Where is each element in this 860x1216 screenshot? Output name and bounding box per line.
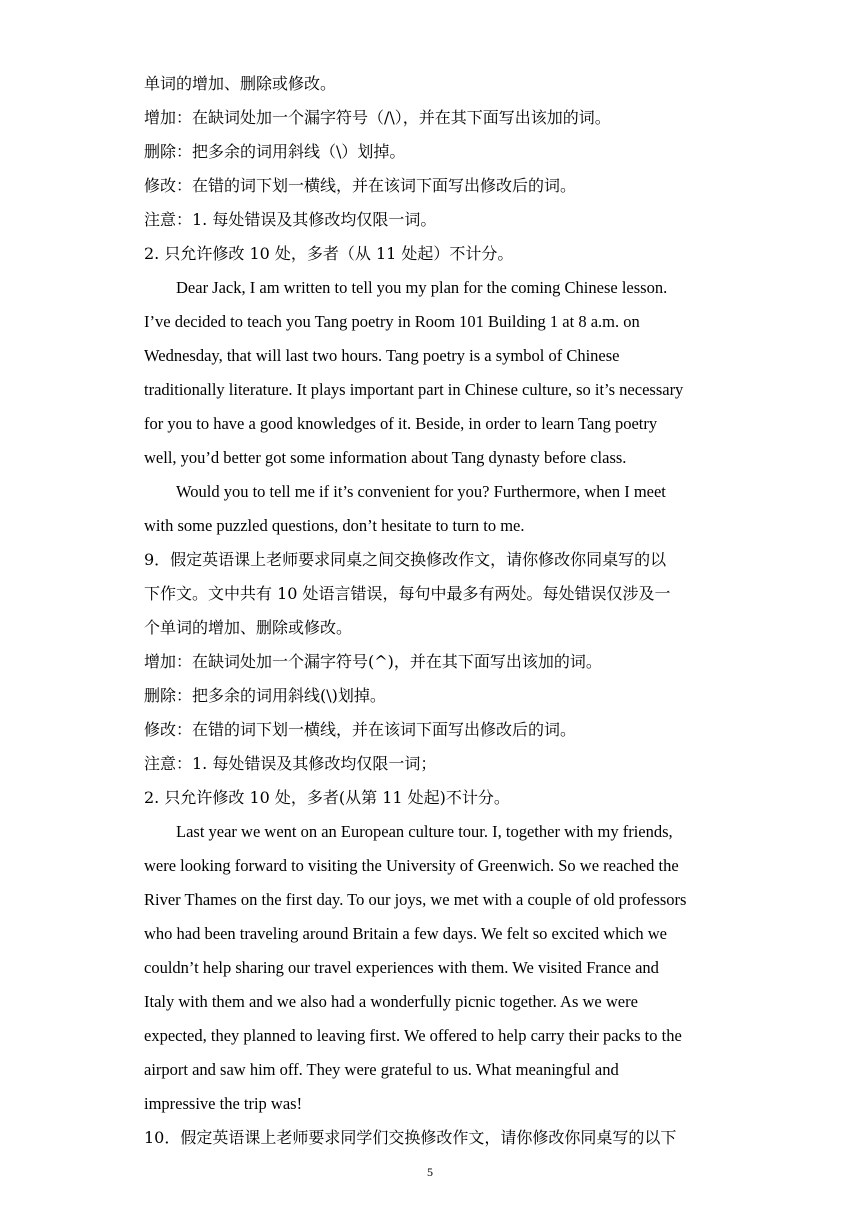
text-line: couldn’t help sharing our travel experiences with them. We visited France and: [144, 958, 659, 977]
text-line: who had been traveling around Britain a few days. We felt so excited which we: [144, 924, 667, 943]
text-line: 增加：在缺词处加一个漏字符号（/\），并在其下面写出该加的词。: [144, 108, 611, 127]
text-line: 注意：1. 每处错误及其修改均仅限一词；: [144, 754, 437, 773]
text-line: Wednesday, that will last two hours. Tang poetry is a symbol of Chinese: [144, 346, 620, 365]
text-line: 个单词的增加、删除或修改。: [144, 618, 353, 637]
text-line: 修改：在错的词下划一横线，并在该词下面写出修改后的词。: [144, 720, 577, 739]
text-line: for you to have a good knowledges of it. Beside, in order to learn Tang poetry: [144, 414, 658, 433]
text-line: traditionally literature. It plays important part in Chinese culture, so it’s necessary: [144, 380, 684, 399]
text-line: River Thames on the first day. To our joys, we met with a couple of old professors: [144, 890, 687, 909]
text-line: 2. 只允许修改 10 处，多者（从 11 处起）不计分。: [144, 244, 514, 263]
text-line: Dear Jack, I am written to tell you my plan for the coming Chinese lesson.: [176, 278, 668, 297]
text-line: airport and saw him off. They were grateful to us. What meaningful and: [144, 1060, 619, 1079]
text-line: expected, they planned to leaving first. We offered to help carry their packs to the: [144, 1026, 682, 1045]
text-line: 10．假定英语课上老师要求同学们交换修改作文，请你修改你同桌写的以下: [144, 1128, 677, 1147]
text-line: well, you’d better got some information about Tang dynasty before class.: [144, 448, 627, 467]
text-line: I’ve decided to teach you Tang poetry in Room 101 Building 1 at 8 a.m. on: [144, 312, 640, 331]
text-line: impressive the trip was!: [144, 1094, 303, 1113]
page-number: 5: [427, 1165, 433, 1179]
text-line: 2. 只允许修改 10 处，多者(从第 11 处起)不计分。: [144, 788, 510, 807]
text-line: 注意：1. 每处错误及其修改均仅限一词。: [144, 210, 437, 229]
text-line: 删除：把多余的词用斜线(\)划掉。: [144, 686, 386, 705]
text-line: Last year we went on an European culture tour. I, together with my friends,: [176, 822, 673, 841]
text-line: 修改：在错的词下划一横线，并在该词下面写出修改后的词。: [144, 176, 577, 195]
text-line: Italy with them and we also had a wonderfully picnic together. As we were: [144, 992, 638, 1011]
text-line: 9．假定英语课上老师要求同桌之间交换修改作文，请你修改你同桌写的以: [144, 550, 667, 569]
text-line: 删除：把多余的词用斜线（\）划掉。: [144, 142, 406, 161]
text-line: 单词的增加、删除或修改。: [144, 74, 337, 93]
text-line: 下作文。文中共有 10 处语言错误，每句中最多有两处。每处错误仅涉及一: [144, 584, 671, 603]
text-line: were looking forward to visiting the University of Greenwich. So we reached the: [144, 856, 679, 875]
text-line: Would you to tell me if it’s convenient for you? Furthermore, when I meet: [176, 482, 666, 501]
text-line: 增加：在缺词处加一个漏字符号(^)，并在其下面写出该加的词。: [144, 652, 602, 671]
text-line: with some puzzled questions, don’t hesitate to turn to me.: [144, 516, 525, 535]
